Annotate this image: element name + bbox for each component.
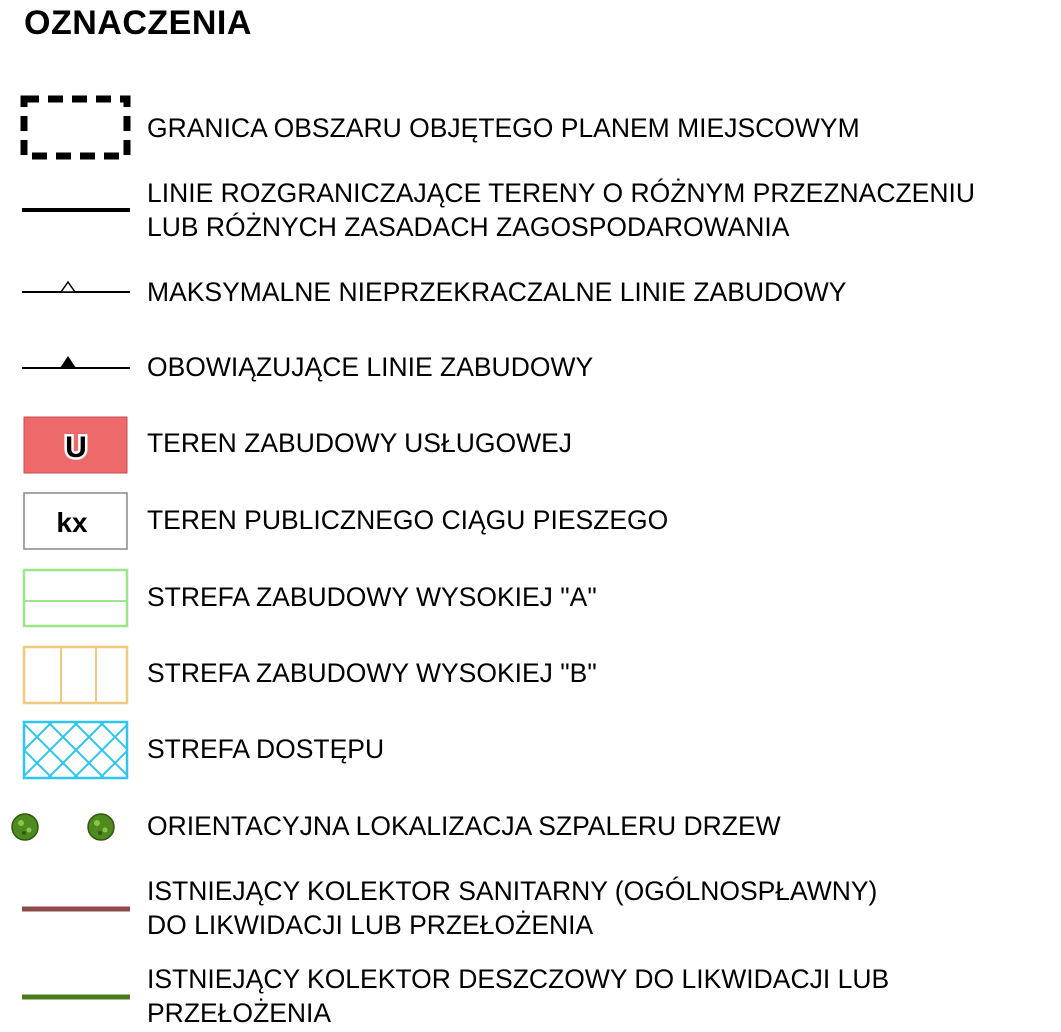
swatch-text: U bbox=[65, 431, 87, 464]
legend-label: TEREN ZABUDOWY USŁUGOWEJ bbox=[147, 428, 573, 458]
legend-label: ISTNIEJĄCY KOLEKTOR DESZCZOWY DO LIKWIDACJI LUB PRZEŁOŻENIA bbox=[147, 964, 890, 1028]
legend-item-mandatory-building-lines bbox=[0, 348, 1061, 388]
dashed-boundary-icon bbox=[0, 90, 140, 166]
legend-label: LINIE ROZGRANICZAJĄCE TERENY O RÓŻNYM PRZEZNACZENIU LUB RÓŻNYCH ZASADACH ZAGOSPODAROWANIA bbox=[147, 178, 975, 242]
tree-icon-left bbox=[12, 814, 38, 840]
open-triangle-line-icon bbox=[0, 272, 140, 312]
legend-label: TEREN PUBLICZNEGO CIĄGU PIESZEGO bbox=[147, 505, 669, 535]
legend-item-zone-b bbox=[0, 643, 1061, 707]
legend-item-tree-row bbox=[0, 806, 1061, 848]
legend-item-plan-boundary bbox=[0, 90, 1061, 166]
legend-item-sanitary-collector bbox=[0, 874, 1061, 944]
legend-label: ISTNIEJĄCY KOLEKTOR SANITARNY (OGÓLNOSPŁAWNY) DO LIKWIDACJI LUB PRZEŁOŻENIA bbox=[147, 876, 878, 940]
pedestrian-area-swatch bbox=[0, 490, 140, 552]
legend-label: MAKSYMALNE NIEPRZEKRACZALNE LINIE ZABUDOWY bbox=[147, 277, 847, 307]
solid-line-icon bbox=[0, 176, 140, 246]
tree-icon-right bbox=[88, 814, 114, 840]
legend-item-zone-a bbox=[0, 566, 1061, 630]
legend-label: STREFA ZABUDOWY WYSOKIEJ "B" bbox=[147, 658, 597, 688]
legend-label: STREFA DOSTĘPU bbox=[147, 734, 385, 764]
zone-a-hatch-swatch bbox=[0, 566, 140, 630]
tree-icon bbox=[0, 806, 140, 848]
legend-item-max-building-lines bbox=[0, 272, 1061, 312]
legend-label: ORIENTACYJNA LOKALIZACJA SZPALERU DRZEW bbox=[147, 811, 781, 841]
filled-triangle-line-icon bbox=[0, 348, 140, 388]
legend-item-dividing-lines bbox=[0, 176, 1061, 246]
legend-item-pedestrian-area bbox=[0, 490, 1061, 552]
legend-label: STREFA ZABUDOWY WYSOKIEJ "A" bbox=[147, 582, 597, 612]
legend-item-service-area bbox=[0, 414, 1061, 476]
legend-title: OZNACZENIA bbox=[24, 4, 252, 42]
legend-label: OBOWIĄZUJĄCE LINIE ZABUDOWY bbox=[147, 352, 594, 382]
sanitary-collector-line-icon bbox=[0, 874, 140, 944]
service-area-swatch bbox=[0, 414, 140, 476]
legend-item-access-zone bbox=[0, 718, 1061, 782]
legend-label: GRANICA OBSZARU OBJĘTEGO PLANEM MIEJSCOWYM bbox=[147, 113, 860, 143]
rain-collector-line-icon bbox=[0, 962, 140, 1032]
access-zone-crosshatch-swatch bbox=[0, 718, 140, 782]
swatch-text: kx bbox=[56, 507, 88, 538]
zone-b-hatch-swatch bbox=[0, 643, 140, 707]
legend-item-rain-collector bbox=[0, 962, 1061, 1032]
